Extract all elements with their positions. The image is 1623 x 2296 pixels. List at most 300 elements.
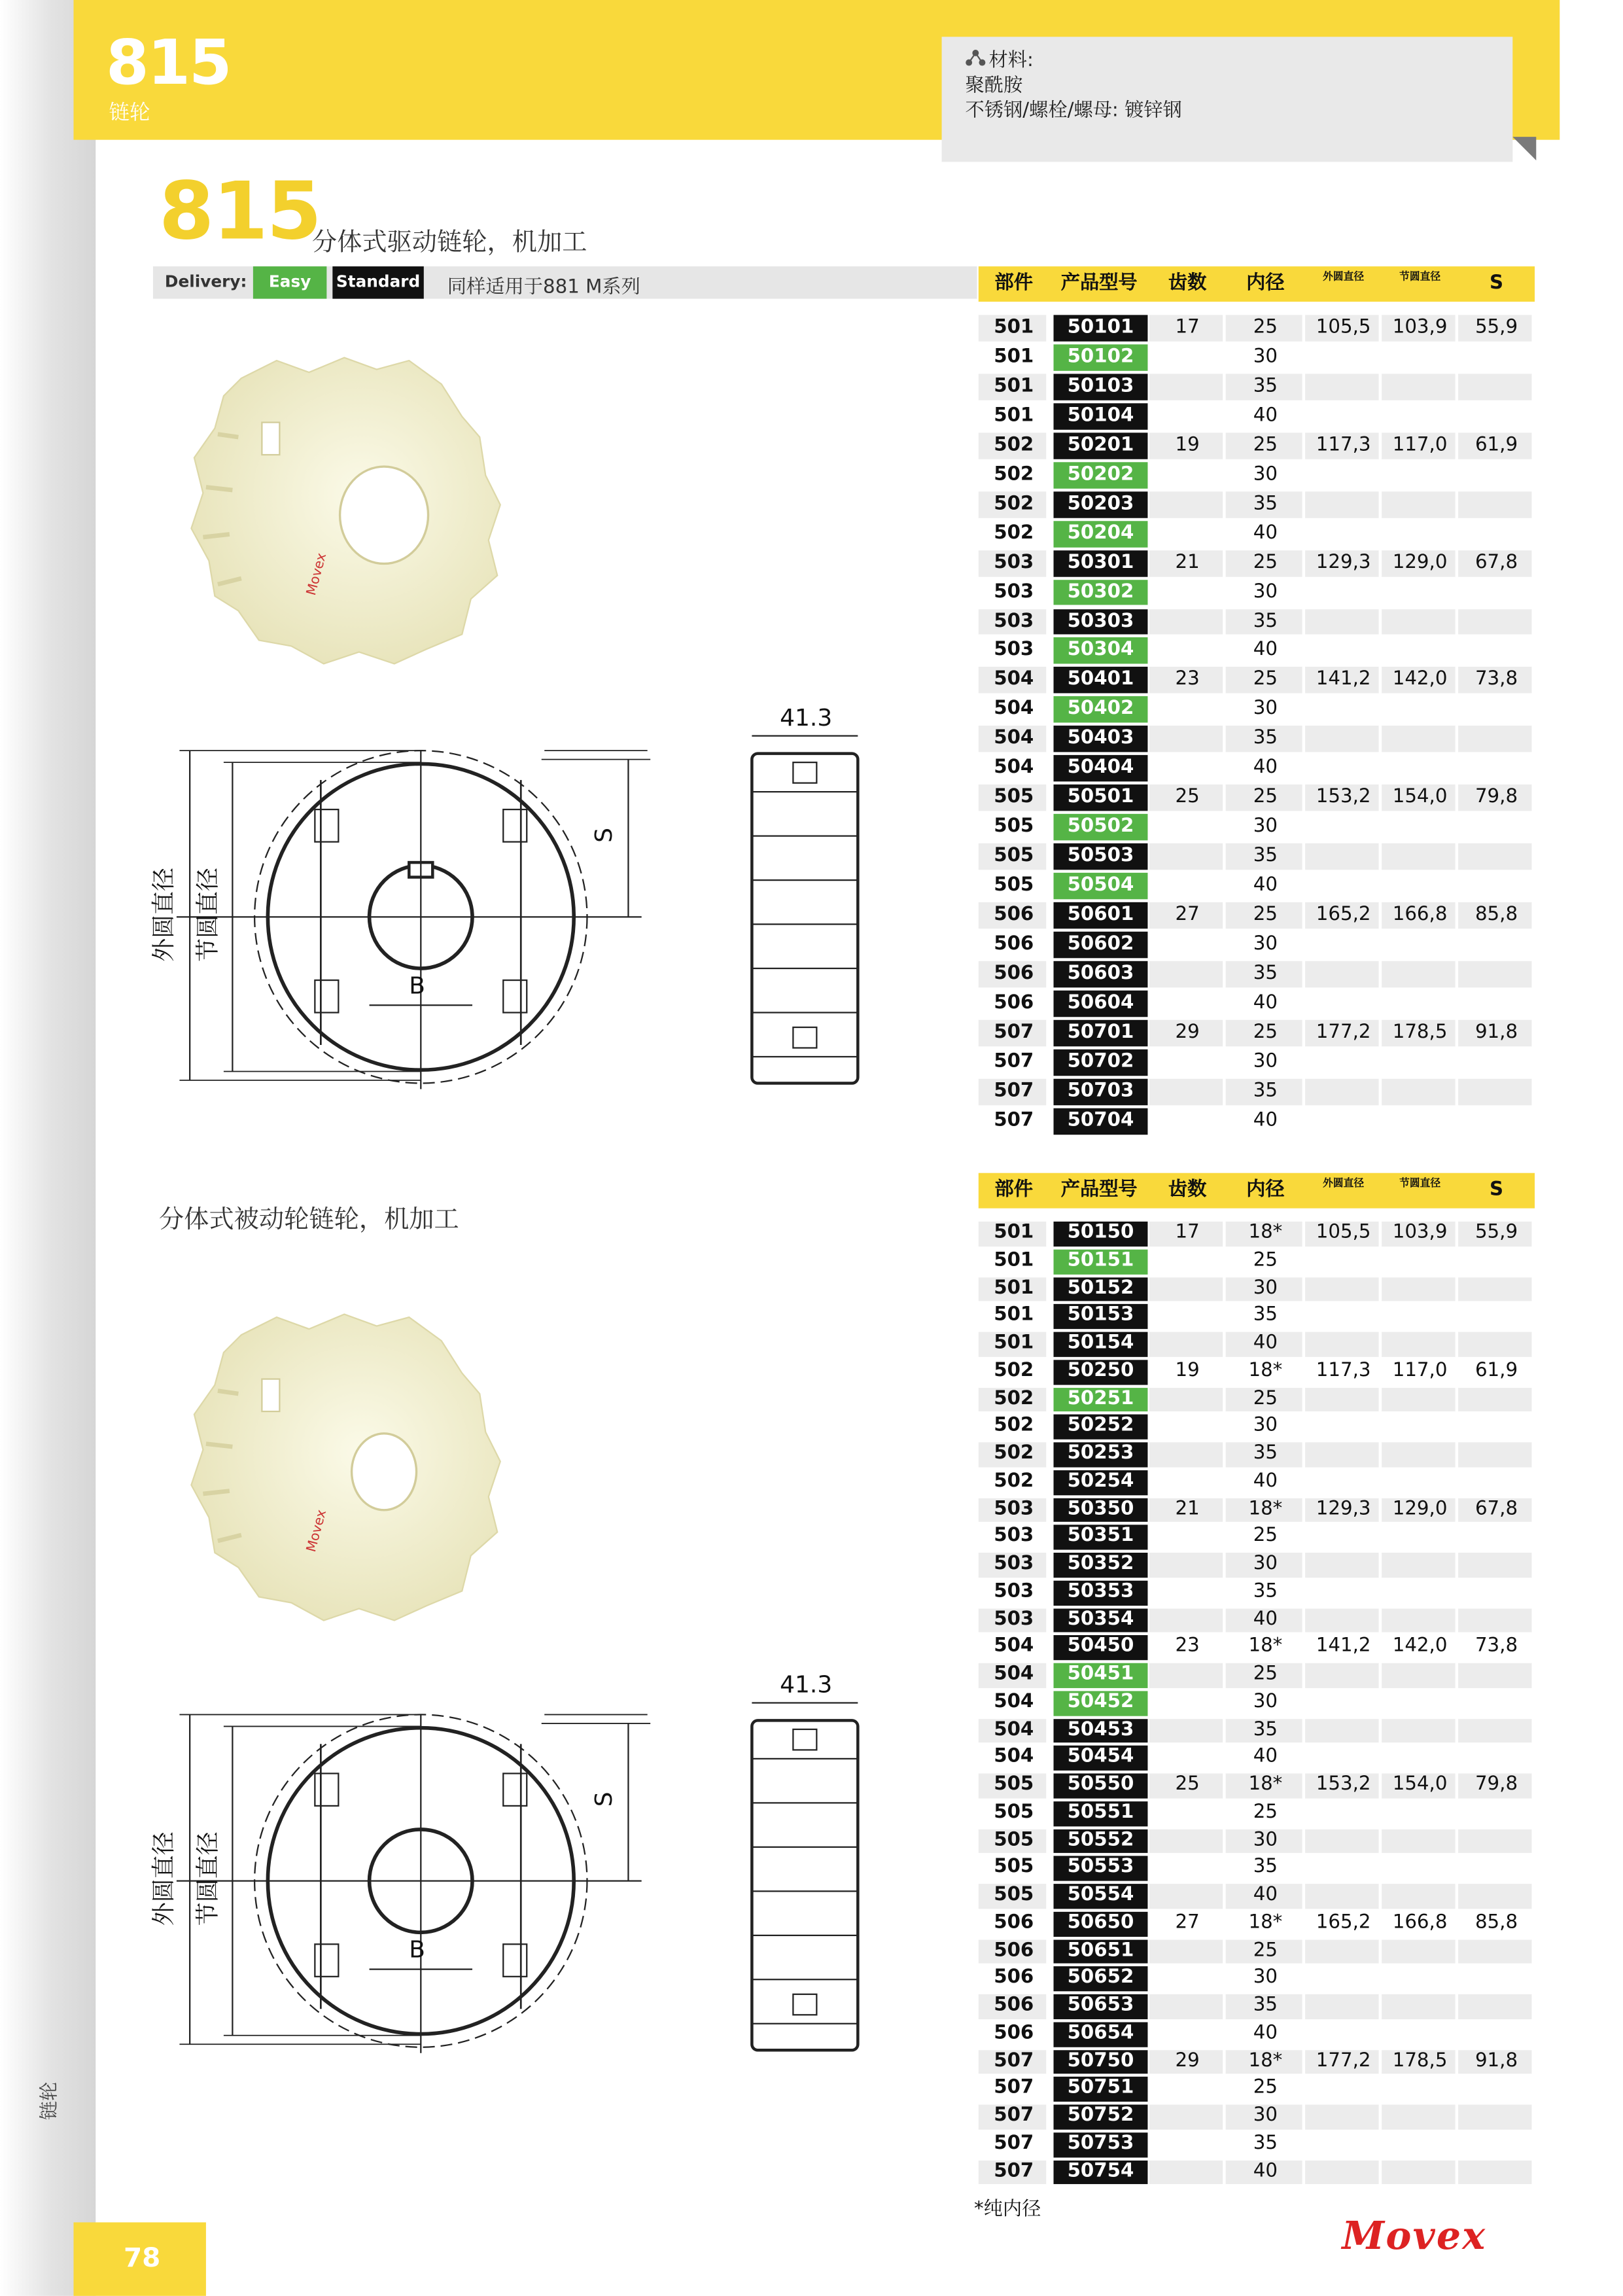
pitch-diameter-cell bbox=[1382, 813, 1458, 842]
drive-table-header bbox=[979, 266, 1535, 302]
part-cell: 502 bbox=[994, 434, 1034, 456]
product-code-title: 815 bbox=[158, 164, 321, 258]
part-cell: 503 bbox=[994, 1553, 1034, 1575]
product-code-badge: 50351 bbox=[1053, 1525, 1147, 1550]
part-cell: 501 bbox=[994, 316, 1034, 339]
bore-cell: 35 bbox=[1253, 1994, 1278, 2017]
outer-diameter-cell bbox=[1305, 402, 1382, 431]
table-row bbox=[979, 2103, 1535, 2130]
product-code-badge: 50454 bbox=[1053, 1746, 1147, 1771]
code-cell bbox=[1049, 1744, 1149, 1772]
outer-diameter-cell: 177,2 bbox=[1316, 1021, 1371, 1044]
bore-cell: 30 bbox=[1253, 1050, 1278, 1073]
code-cell bbox=[1049, 842, 1149, 872]
bore-cell: 30 bbox=[1253, 463, 1278, 486]
code-cell bbox=[1049, 1248, 1149, 1275]
outer-diameter-cell bbox=[1305, 1275, 1382, 1303]
part-cell: 503 bbox=[994, 1525, 1034, 1547]
brand-logo: Movex bbox=[1342, 2215, 1487, 2259]
code-cell bbox=[1049, 1634, 1149, 1661]
idler-front-drawing bbox=[147, 1685, 677, 2068]
code-cell bbox=[1049, 2021, 1149, 2048]
pitch-diameter-cell bbox=[1382, 724, 1458, 754]
s-cell bbox=[1458, 1524, 1535, 1551]
teeth-cell bbox=[1149, 1579, 1226, 1606]
standard-badge: Standard bbox=[332, 266, 423, 298]
bore-cell: 35 bbox=[1253, 962, 1278, 985]
outer-diameter-cell bbox=[1305, 1744, 1382, 1772]
outer-diameter-cell bbox=[1305, 724, 1382, 754]
outer-diameter-cell bbox=[1305, 2021, 1382, 2048]
bore-cell: 40 bbox=[1253, 756, 1278, 779]
bore-cell: 40 bbox=[1253, 1109, 1278, 1131]
outer-diameter-cell bbox=[1305, 989, 1382, 1018]
bore-cell: 25 bbox=[1253, 669, 1278, 691]
code-cell bbox=[1049, 1303, 1149, 1330]
product-code-badge: 50551 bbox=[1053, 1801, 1147, 1826]
code-cell bbox=[1049, 2048, 1149, 2075]
product-code-badge: 50754 bbox=[1053, 2160, 1147, 2185]
product-code-badge: 50652 bbox=[1053, 1967, 1147, 1992]
teeth-cell bbox=[1149, 2159, 1226, 2186]
outer-diameter-cell: 165,2 bbox=[1316, 904, 1371, 926]
code-cell bbox=[1049, 1828, 1149, 1855]
pitch-diameter-cell bbox=[1382, 460, 1458, 489]
s-cell bbox=[1458, 1993, 1535, 2021]
part-cell: 506 bbox=[994, 1994, 1034, 2017]
idler-description: 分体式被动轮链轮，机加工 bbox=[158, 1205, 459, 1235]
pitch-diameter-cell: 129,0 bbox=[1392, 551, 1448, 574]
width-dimension-label: 41.3 bbox=[780, 1670, 833, 1699]
part-cell: 507 bbox=[994, 1021, 1034, 1044]
outer-diameter-cell: 105,5 bbox=[1316, 316, 1371, 339]
pitch-diameter-cell bbox=[1382, 1993, 1458, 2021]
code-cell bbox=[1049, 1524, 1149, 1551]
pitch-diameter-cell: 166,8 bbox=[1392, 1911, 1448, 1934]
part-cell: 505 bbox=[994, 815, 1034, 838]
bore-cell: 30 bbox=[1253, 698, 1278, 720]
part-cell: 501 bbox=[994, 375, 1034, 398]
product-code-badge: 50453 bbox=[1053, 1718, 1147, 1743]
dimension-s-label: S bbox=[589, 828, 618, 843]
dimension-b-label: B bbox=[409, 971, 426, 1000]
code-cell bbox=[1049, 813, 1149, 842]
bore-cell: 40 bbox=[1253, 639, 1278, 662]
code-cell bbox=[1049, 1993, 1149, 2021]
product-code-badge: 50701 bbox=[1053, 1019, 1147, 1046]
bore-cell: 35 bbox=[1253, 1304, 1278, 1327]
part-cell: 506 bbox=[994, 962, 1034, 985]
table-row bbox=[979, 372, 1535, 402]
outer-diameter-cell bbox=[1305, 2103, 1382, 2130]
teeth-cell bbox=[1149, 1048, 1226, 1077]
header-part: 部件 bbox=[994, 1178, 1034, 1201]
bore-cell: 25 bbox=[1253, 434, 1278, 456]
product-code-badge: 50354 bbox=[1053, 1608, 1147, 1633]
product-code-badge: 50151 bbox=[1053, 1249, 1147, 1274]
bore-cell: 40 bbox=[1253, 1884, 1278, 1906]
s-cell bbox=[1458, 1248, 1535, 1275]
bore-cell: 30 bbox=[1253, 580, 1278, 603]
bore-cell: 30 bbox=[1253, 1415, 1278, 1437]
outer-diameter-cell: 129,3 bbox=[1316, 1497, 1371, 1520]
pitch-diameter-label: 节圆直径 bbox=[193, 1831, 222, 1926]
outer-diameter-cell: 117,3 bbox=[1316, 434, 1371, 456]
table-row bbox=[979, 959, 1535, 989]
code-cell bbox=[1049, 2130, 1149, 2158]
part-cell: 504 bbox=[994, 1635, 1034, 1658]
part-cell: 506 bbox=[994, 1911, 1034, 1934]
pitch-diameter-cell: 117,0 bbox=[1392, 434, 1448, 456]
bore-cell: 40 bbox=[1253, 521, 1278, 544]
code-cell bbox=[1049, 489, 1149, 519]
teeth-cell bbox=[1149, 959, 1226, 989]
teeth-cell bbox=[1149, 1441, 1226, 1468]
header-outer-diameter: 外圆直径 bbox=[1323, 1177, 1365, 1190]
part-cell: 504 bbox=[994, 756, 1034, 779]
s-cell bbox=[1458, 1330, 1535, 1358]
outer-diameter-cell bbox=[1305, 2130, 1382, 2158]
part-cell: 503 bbox=[994, 639, 1034, 662]
width-dimension-label: 41.3 bbox=[780, 703, 833, 732]
header-s: S bbox=[1489, 1178, 1504, 1201]
teeth-cell bbox=[1149, 1799, 1226, 1827]
pitch-diameter-cell bbox=[1382, 2075, 1458, 2103]
s-cell bbox=[1458, 489, 1535, 519]
bore-cell: 25 bbox=[1253, 1249, 1278, 1271]
outer-diameter-cell: 129,3 bbox=[1316, 551, 1371, 574]
product-code-badge: 50704 bbox=[1053, 1108, 1147, 1134]
pitch-diameter-cell bbox=[1382, 1717, 1458, 1744]
s-cell bbox=[1458, 1441, 1535, 1468]
pitch-diameter-cell bbox=[1382, 1303, 1458, 1330]
pitch-diameter-cell: 142,0 bbox=[1392, 1635, 1448, 1658]
outer-diameter-cell bbox=[1305, 489, 1382, 519]
bore-cell: 18* bbox=[1248, 2049, 1283, 2072]
s-cell bbox=[1458, 2130, 1535, 2158]
code-cell bbox=[1049, 1799, 1149, 1827]
code-cell bbox=[1049, 578, 1149, 607]
code-cell bbox=[1049, 930, 1149, 959]
code-cell bbox=[1049, 1882, 1149, 1910]
product-code-badge: 50103 bbox=[1053, 374, 1147, 400]
code-cell bbox=[1049, 1910, 1149, 1937]
teeth-cell bbox=[1149, 872, 1226, 901]
s-cell: 79,8 bbox=[1475, 786, 1518, 809]
code-cell bbox=[1049, 1358, 1149, 1386]
bore-cell: 25 bbox=[1253, 1939, 1278, 1962]
table-row bbox=[979, 1413, 1535, 1441]
header-pitch-diameter: 节圆直径 bbox=[1399, 270, 1441, 283]
teeth-cell bbox=[1149, 1386, 1226, 1413]
teeth-cell bbox=[1149, 519, 1226, 548]
table-row bbox=[979, 1937, 1535, 1965]
teeth-cell bbox=[1149, 724, 1226, 754]
outer-diameter-cell bbox=[1305, 1330, 1382, 1358]
teeth-cell bbox=[1149, 1717, 1226, 1744]
outer-diameter-cell bbox=[1305, 1303, 1382, 1330]
pitch-diameter-cell bbox=[1382, 1882, 1458, 1910]
pitch-diameter-cell bbox=[1382, 1965, 1458, 1992]
s-cell bbox=[1458, 1799, 1535, 1827]
pitch-diameter-cell bbox=[1382, 2103, 1458, 2130]
teeth-cell bbox=[1149, 1303, 1226, 1330]
s-cell bbox=[1458, 1937, 1535, 1965]
bore-cell: 35 bbox=[1253, 727, 1278, 750]
product-code-badge: 50402 bbox=[1053, 697, 1147, 723]
bore-cell: 18* bbox=[1248, 1221, 1283, 1244]
table-row bbox=[979, 1524, 1535, 1551]
code-cell bbox=[1049, 1018, 1149, 1048]
table-row bbox=[979, 519, 1535, 548]
teeth-cell bbox=[1149, 2075, 1226, 2103]
product-code-badge: 50254 bbox=[1053, 1470, 1147, 1494]
part-cell: 501 bbox=[994, 1332, 1034, 1354]
teeth-cell bbox=[1149, 372, 1226, 402]
bore-cell: 30 bbox=[1253, 1690, 1278, 1713]
table-row bbox=[979, 1772, 1535, 1799]
drive-side-drawing bbox=[743, 703, 875, 1089]
part-cell: 502 bbox=[994, 1415, 1034, 1437]
part-cell: 505 bbox=[994, 845, 1034, 868]
table-row bbox=[979, 1689, 1535, 1717]
bore-cell: 18* bbox=[1248, 1911, 1283, 1934]
s-cell: 91,8 bbox=[1475, 2049, 1518, 2072]
table-row bbox=[979, 1993, 1535, 2021]
svg-text:Movex: Movex bbox=[302, 551, 330, 597]
code-cell bbox=[1049, 343, 1149, 372]
product-code-badge: 50554 bbox=[1053, 1884, 1147, 1909]
idler-side-drawing bbox=[743, 1670, 875, 2056]
code-cell bbox=[1049, 431, 1149, 461]
s-cell bbox=[1458, 1468, 1535, 1496]
table-row bbox=[979, 1744, 1535, 1772]
teeth-cell bbox=[1149, 637, 1226, 666]
outer-diameter-cell: 153,2 bbox=[1316, 1773, 1371, 1796]
table-row bbox=[979, 1551, 1535, 1579]
table-row bbox=[979, 783, 1535, 813]
part-cell: 505 bbox=[994, 1773, 1034, 1796]
pitch-diameter-cell bbox=[1382, 1579, 1458, 1606]
product-code-badge: 50503 bbox=[1053, 843, 1147, 870]
code-cell bbox=[1049, 1275, 1149, 1303]
table-row bbox=[979, 813, 1535, 842]
teeth-cell bbox=[1149, 2130, 1226, 2158]
code-cell bbox=[1049, 372, 1149, 402]
bore-cell: 25 bbox=[1253, 1021, 1278, 1044]
outer-diameter-cell bbox=[1305, 343, 1382, 372]
product-code-badge: 50504 bbox=[1053, 873, 1147, 899]
table-row bbox=[979, 754, 1535, 783]
pitch-diameter-cell bbox=[1382, 1606, 1458, 1634]
outer-diameter-cell bbox=[1305, 1524, 1382, 1551]
part-cell: 502 bbox=[994, 1386, 1034, 1409]
table-row bbox=[979, 1358, 1535, 1386]
product-code-badge: 50651 bbox=[1053, 1939, 1147, 1964]
table-row bbox=[979, 1828, 1535, 1855]
table-row bbox=[979, 930, 1535, 959]
easy-badge: Easy bbox=[253, 266, 326, 298]
pitch-diameter-cell: 154,0 bbox=[1392, 786, 1448, 809]
product-code-badge: 50302 bbox=[1053, 579, 1147, 605]
product-code-badge: 50653 bbox=[1053, 1994, 1147, 2019]
drive-front-drawing bbox=[147, 721, 677, 1104]
pitch-diameter-cell: 166,8 bbox=[1392, 904, 1448, 926]
dimension-b-label: B bbox=[409, 1935, 426, 1964]
teeth-cell bbox=[1149, 1106, 1226, 1136]
code-cell bbox=[1049, 1106, 1149, 1136]
product-code-badge: 50452 bbox=[1053, 1691, 1147, 1716]
pitch-diameter-cell bbox=[1382, 1441, 1458, 1468]
part-cell: 507 bbox=[994, 2049, 1034, 2072]
outer-diameter-cell: 117,3 bbox=[1316, 1359, 1371, 1382]
s-cell bbox=[1458, 637, 1535, 666]
side-strip bbox=[0, 0, 96, 2296]
teeth-cell bbox=[1149, 1744, 1226, 1772]
table-row bbox=[979, 1441, 1535, 1468]
product-code-badge: 50201 bbox=[1053, 433, 1147, 459]
part-cell: 507 bbox=[994, 2104, 1034, 2127]
bore-cell: 40 bbox=[1253, 1746, 1278, 1768]
table-row bbox=[979, 901, 1535, 930]
code-cell bbox=[1049, 872, 1149, 901]
part-cell: 507 bbox=[994, 2077, 1034, 2100]
s-cell: 67,8 bbox=[1475, 551, 1518, 574]
outer-diameter-cell bbox=[1305, 578, 1382, 607]
header-code: 产品型号 bbox=[1060, 272, 1138, 294]
side-section-label: 链轮 bbox=[39, 2081, 61, 2121]
pitch-diameter-cell bbox=[1382, 930, 1458, 959]
teeth-cell bbox=[1149, 1606, 1226, 1634]
outer-diameter-cell bbox=[1305, 959, 1382, 989]
part-cell: 503 bbox=[994, 1608, 1034, 1631]
part-cell: 503 bbox=[994, 551, 1034, 574]
outer-diameter-cell bbox=[1305, 1441, 1382, 1468]
product-code-badge: 50752 bbox=[1053, 2104, 1147, 2129]
outer-diameter-cell bbox=[1305, 695, 1382, 724]
teeth-cell bbox=[1149, 1330, 1226, 1358]
table-row bbox=[979, 1468, 1535, 1496]
teeth-cell bbox=[1149, 1965, 1226, 1992]
s-cell: 85,8 bbox=[1475, 904, 1518, 926]
pitch-diameter-cell bbox=[1382, 959, 1458, 989]
pitch-diameter-cell bbox=[1382, 2130, 1458, 2158]
product-code-badge: 50604 bbox=[1053, 990, 1147, 1016]
product-code-badge: 50250 bbox=[1053, 1360, 1147, 1385]
part-cell: 506 bbox=[994, 904, 1034, 926]
part-cell: 504 bbox=[994, 698, 1034, 720]
teeth-cell: 23 bbox=[1175, 1635, 1200, 1658]
material-box-corner bbox=[1512, 137, 1536, 160]
pitch-diameter-cell bbox=[1382, 372, 1458, 402]
s-cell: 61,9 bbox=[1475, 1359, 1518, 1382]
table-row bbox=[979, 695, 1535, 724]
s-cell bbox=[1458, 2159, 1535, 2186]
bore-cell: 35 bbox=[1253, 1580, 1278, 1602]
bore-cell: 30 bbox=[1253, 932, 1278, 955]
teeth-cell bbox=[1149, 1855, 1226, 1882]
table-row bbox=[979, 1220, 1535, 1248]
teeth-cell bbox=[1149, 930, 1226, 959]
bore-cell: 30 bbox=[1253, 815, 1278, 838]
product-code-badge: 50251 bbox=[1053, 1387, 1147, 1412]
code-cell bbox=[1049, 313, 1149, 343]
teeth-cell bbox=[1149, 1275, 1226, 1303]
teeth-cell: 29 bbox=[1175, 1021, 1200, 1044]
bore-cell: 25 bbox=[1253, 551, 1278, 574]
code-cell bbox=[1049, 754, 1149, 783]
teeth-cell: 19 bbox=[1175, 434, 1200, 456]
bore-cell: 35 bbox=[1253, 1442, 1278, 1465]
product-code-badge: 50253 bbox=[1053, 1442, 1147, 1467]
code-cell bbox=[1049, 666, 1149, 696]
part-cell: 502 bbox=[994, 1442, 1034, 1465]
table-row bbox=[979, 2130, 1535, 2158]
part-cell: 501 bbox=[994, 404, 1034, 427]
outer-diameter-cell bbox=[1305, 872, 1382, 901]
header-bore: 内径 bbox=[1246, 1178, 1285, 1201]
code-cell bbox=[1049, 1386, 1149, 1413]
code-cell bbox=[1049, 519, 1149, 548]
teeth-cell bbox=[1149, 1661, 1226, 1689]
teeth-cell: 23 bbox=[1175, 669, 1200, 691]
part-cell: 503 bbox=[994, 1580, 1034, 1602]
teeth-cell bbox=[1149, 1828, 1226, 1855]
pitch-diameter-cell bbox=[1382, 695, 1458, 724]
product-code-badge: 50451 bbox=[1053, 1663, 1147, 1688]
teeth-cell bbox=[1149, 1689, 1226, 1717]
s-cell bbox=[1458, 2075, 1535, 2103]
outer-diameter-cell bbox=[1305, 1937, 1382, 1965]
pitch-diameter-label: 节圆直径 bbox=[193, 867, 222, 962]
part-cell: 506 bbox=[994, 2021, 1034, 2044]
outer-diameter-cell bbox=[1305, 1606, 1382, 1634]
dimension-s-label: S bbox=[589, 1792, 618, 1807]
s-cell bbox=[1458, 872, 1535, 901]
product-code-badge: 50102 bbox=[1053, 344, 1147, 370]
teeth-cell: 29 bbox=[1175, 2049, 1200, 2072]
code-cell bbox=[1049, 724, 1149, 754]
product-code-badge: 50203 bbox=[1053, 491, 1147, 518]
part-cell: 505 bbox=[994, 874, 1034, 896]
product-code-badge: 50703 bbox=[1053, 1078, 1147, 1104]
bore-cell: 35 bbox=[1253, 492, 1278, 515]
pitch-diameter-cell bbox=[1382, 1275, 1458, 1303]
product-code-badge: 50101 bbox=[1053, 315, 1147, 341]
bore-cell: 25 bbox=[1253, 904, 1278, 926]
drive-sprocket-photo bbox=[173, 346, 512, 670]
table-row bbox=[979, 666, 1535, 696]
teeth-cell: 27 bbox=[1175, 904, 1200, 926]
outer-diameter-cell: 105,5 bbox=[1316, 1221, 1371, 1244]
outer-diameter-cell bbox=[1305, 372, 1382, 402]
header-teeth: 齿数 bbox=[1168, 1178, 1207, 1201]
part-cell: 504 bbox=[994, 1718, 1034, 1740]
part-cell: 507 bbox=[994, 1050, 1034, 1073]
pitch-diameter-cell bbox=[1382, 2159, 1458, 2186]
table-row bbox=[979, 1248, 1535, 1275]
bore-cell: 18* bbox=[1248, 1497, 1283, 1520]
header-teeth: 齿数 bbox=[1168, 272, 1207, 294]
s-cell bbox=[1458, 1106, 1535, 1136]
table-row bbox=[979, 1606, 1535, 1634]
table-row bbox=[979, 2075, 1535, 2103]
code-cell bbox=[1049, 1579, 1149, 1606]
pitch-diameter-cell: 103,9 bbox=[1392, 1221, 1448, 1244]
code-cell bbox=[1049, 2103, 1149, 2130]
bore-cell: 35 bbox=[1253, 375, 1278, 398]
s-cell bbox=[1458, 1077, 1535, 1106]
